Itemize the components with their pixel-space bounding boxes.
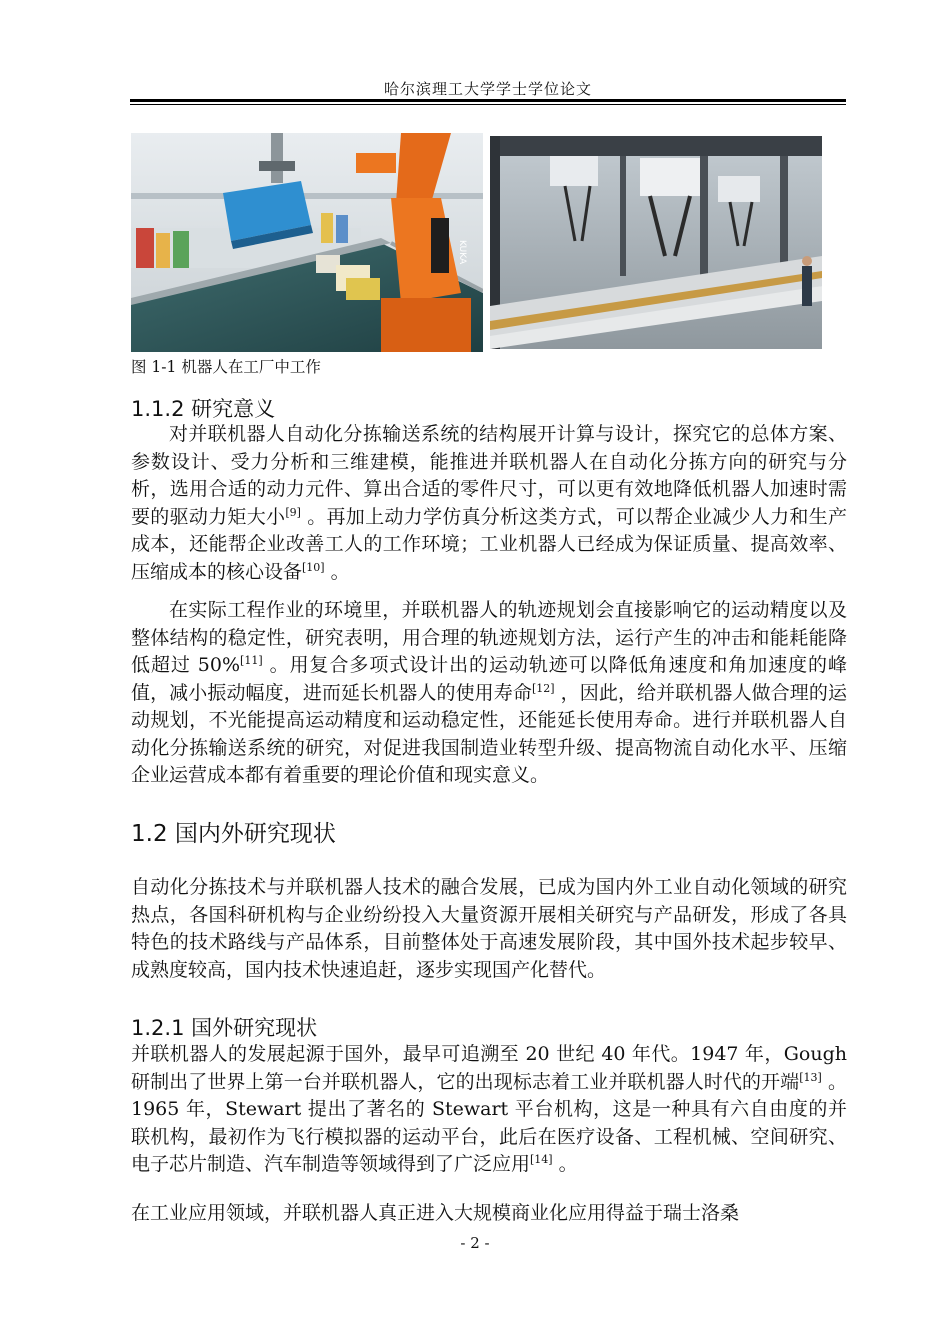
paragraph-1-2-1-b <box>131 1200 847 1228</box>
section-heading-1-2: 1.2 国内外研究现状 <box>131 821 336 847</box>
text-run: 。再加上动力学仿真分析这类方式，可以帮企业减少人力和生产成本，还能帮企业改善工人的工作环境；工业机器人已经成为保证质量、提高效率、压缩成本的核心设备 <box>131 505 847 583</box>
citation-ref: [11] <box>240 654 263 667</box>
header-rule-thick <box>130 99 846 102</box>
text-run: 。 <box>552 1153 578 1175</box>
industrial-robot-arm-photo <box>131 133 483 352</box>
paragraph-1-2-1-a <box>131 1041 847 1179</box>
citation-ref: [10] <box>302 560 325 574</box>
figure-caption: 图 1-1 机器人在工厂中工作 <box>131 358 321 376</box>
paragraph-1-1-2-a <box>131 421 847 586</box>
text-run: 并联机器人的发展起源于国外，最早可追溯至 20 世纪 40 年代。1947 年，Gough 研制出了世界上第一台并联机器人，它的出现标志着工业并联机器人时代的开端 <box>131 1043 847 1093</box>
citation-ref: [13] <box>799 1070 822 1084</box>
section-heading-1-1-2: 1.1.2 研究意义 <box>131 397 276 421</box>
text-run: 对并联机器人自动化分拣输送系统的结构展开计算与设计，探究它的总体方案、参数设计、受力分析和三维建模，能推进并联机器人在自动化分拣方向的研究与分析，选用合适的动力元件、算出合适的零件尺寸，可以更有效地降低机器人加速时需要的驱动力矩大小 <box>131 423 847 528</box>
text-run: ，因此，给并联机器人做合理的运动规划，不光能提高运动精度和运动稳定性，还能延长使用寿命。进行并联机器人自动化分拣输送系统的研究，对促进我国制造业转型升级、提高物流自动化水平、压缩企业运营成本都有着重要的理论价值和现实意义。 <box>131 681 847 786</box>
text-run: 自动化分拣技术与并联机器人技术的融合发展，已成为国内外工业自动化领域的研究热点，各国科研机构与企业纷纷投入大量资源开展相关研究与产品研发，形成了各具特色的技术路线与产品体系，目前整体处于高速发展阶段，其中国外技术起步较早、成熟度较高，国内技术快速追赶，逐步实现国产化替代。 <box>131 876 847 981</box>
text-run: 。1965 年，Stewart 提出了著名的 Stewart 平台机构，这是一种具有六自由度的并联机构，最初作为飞行模拟器的运动平台，此后在医疗设备、工程机械、空间研究、电子芯片制造、汽车制造等领域得到了广泛应用 <box>131 1070 847 1175</box>
running-header: 哈尔滨理工大学学士学位论文 <box>383 80 592 98</box>
section-heading-1-2-1: 1.2.1 国外研究现状 <box>131 1016 318 1040</box>
parallel-robot-conveyor-photo <box>490 136 822 349</box>
robot-brand-label: KUKA <box>457 240 467 265</box>
text-run: 。用复合多项式设计出的运动轨迹可以降低角速度和角加速度的峰值，减小振动幅度，进而延长机器人的使用寿命 <box>131 654 847 704</box>
text-run: 在实际工程作业的环境里，并联机器人的轨迹规划会直接影响它的运动精度以及整体结构的稳定性，研究表明，用合理的轨迹规划方法，运行产生的冲击和能耗能降低超过 50% <box>131 599 847 676</box>
citation-ref: [14] <box>530 1153 553 1166</box>
citation-ref: [9] <box>285 505 301 519</box>
paragraph-1-2 <box>131 874 847 984</box>
page-number: - 2 - <box>460 1234 490 1252</box>
header-rule-thin <box>130 104 846 105</box>
text-run: 。 <box>324 560 350 583</box>
citation-ref: [12] <box>531 681 555 695</box>
text-run: 在工业应用领域，并联机器人真正进入大规模商业化应用得益于瑞士洛桑 <box>131 1202 740 1224</box>
paragraph-1-1-2-b <box>131 597 847 790</box>
